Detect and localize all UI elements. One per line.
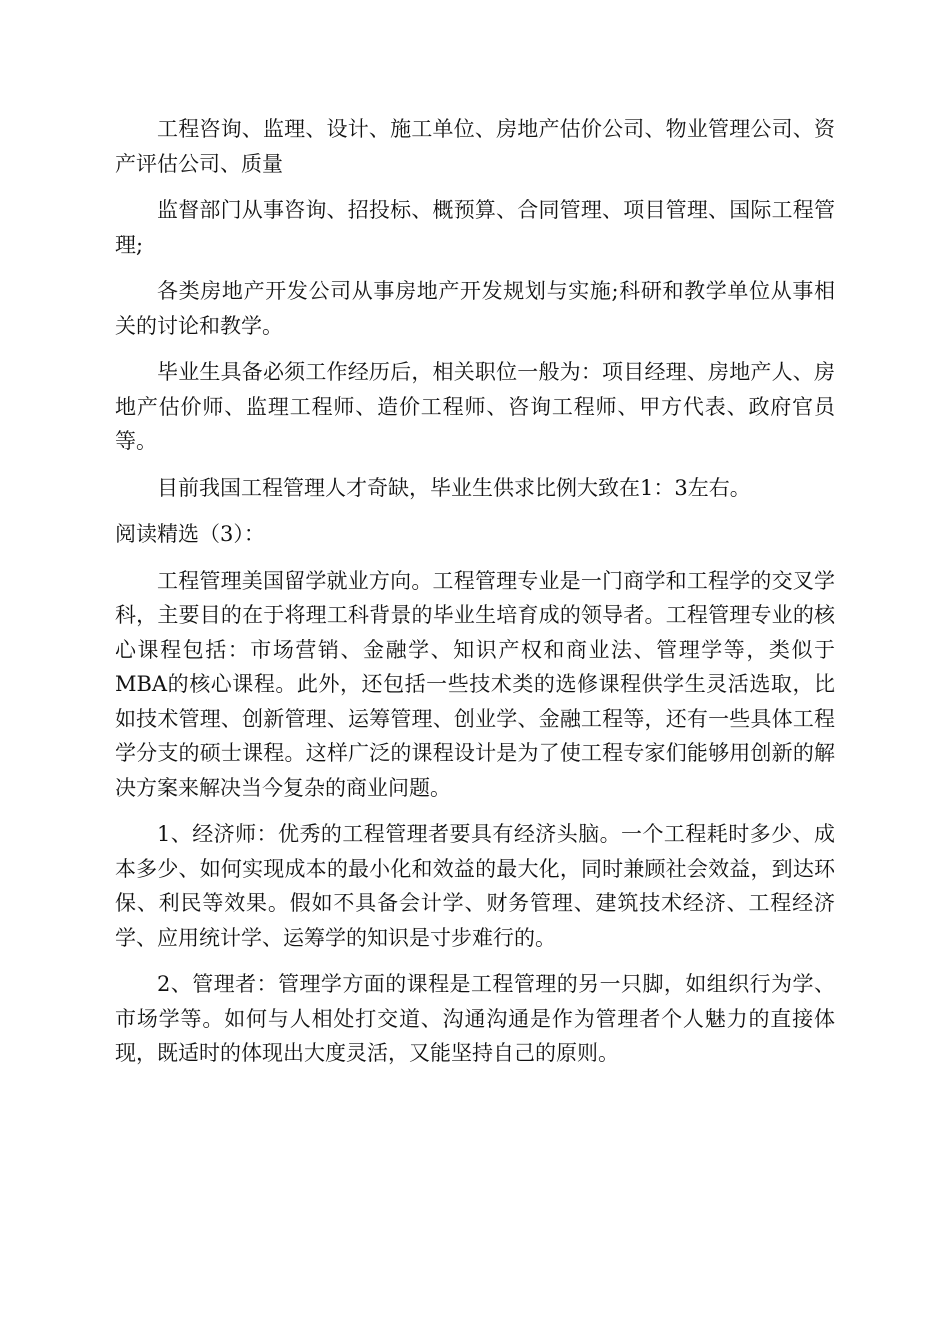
paragraph: 监督部门从事咨询、招投标、概预算、合同管理、项目管理、国际工程管理; [115, 198, 835, 257]
paragraph: 各类房地产开发公司从事房地产开发规划与实施;科研和教学单位从事相关的讨论和教学。 [115, 279, 835, 338]
section-heading: 阅读精选（3）： [115, 522, 265, 546]
paragraph: 毕业生具备必须工作经历后，相关职位一般为：项目经理、房地产人、房地产估价师、监理工程师、造价工程师、咨询工程师、甲方代表、政府官员等。 [115, 360, 835, 453]
paragraph: 工程咨询、监理、设计、施工单位、房地产估价公司、物业管理公司、资产评估公司、质量 [115, 117, 835, 176]
paragraph: 2、管理者：管理学方面的课程是工程管理的另一只脚，如组织行为学、市场学等。如何与人相处打交道、沟通沟通是作为管理者个人魅力的直接体现，既适时的体现出大度灵活，又能坚持自己的原则。 [115, 972, 835, 1065]
paragraph: 目前我国工程管理人才奇缺，毕业生供求比例大致在1：3左右。 [157, 475, 751, 500]
document-body [115, 112, 835, 1083]
paragraph: 1、经济师：优秀的工程管理者要具有经济头脑。一个工程耗时多少、成本多少、如何实现成本的最小化和效益的最大化，同时兼顾社会效益，到达环保、利民等效果。假如不具备会计学、财务管理、建筑技术经济、工程经济学、应用统计学、运筹学的知识是寸步难行的。 [115, 822, 835, 950]
paragraph: 工程管理美国留学就业方向。工程管理专业是一门商学和工程学的交叉学科，主要目的在于将理工科背景的毕业生培育成的领导者。工程管理专业的核心课程包括：市场营销、金融学、知识产权和商业法、管理学等，类似于MBA的核心课程。此外，还包括一些技术类的选修课程供学生灵活选取，比如技术管理、创新管理、运筹管理、创业学、金融工程等，还有一些具体工程学分支的硕士课程。这样广泛的课程设计是为了使工程专家们能够用创新的解决方案来解决当今复杂的商业问题。 [115, 568, 835, 800]
